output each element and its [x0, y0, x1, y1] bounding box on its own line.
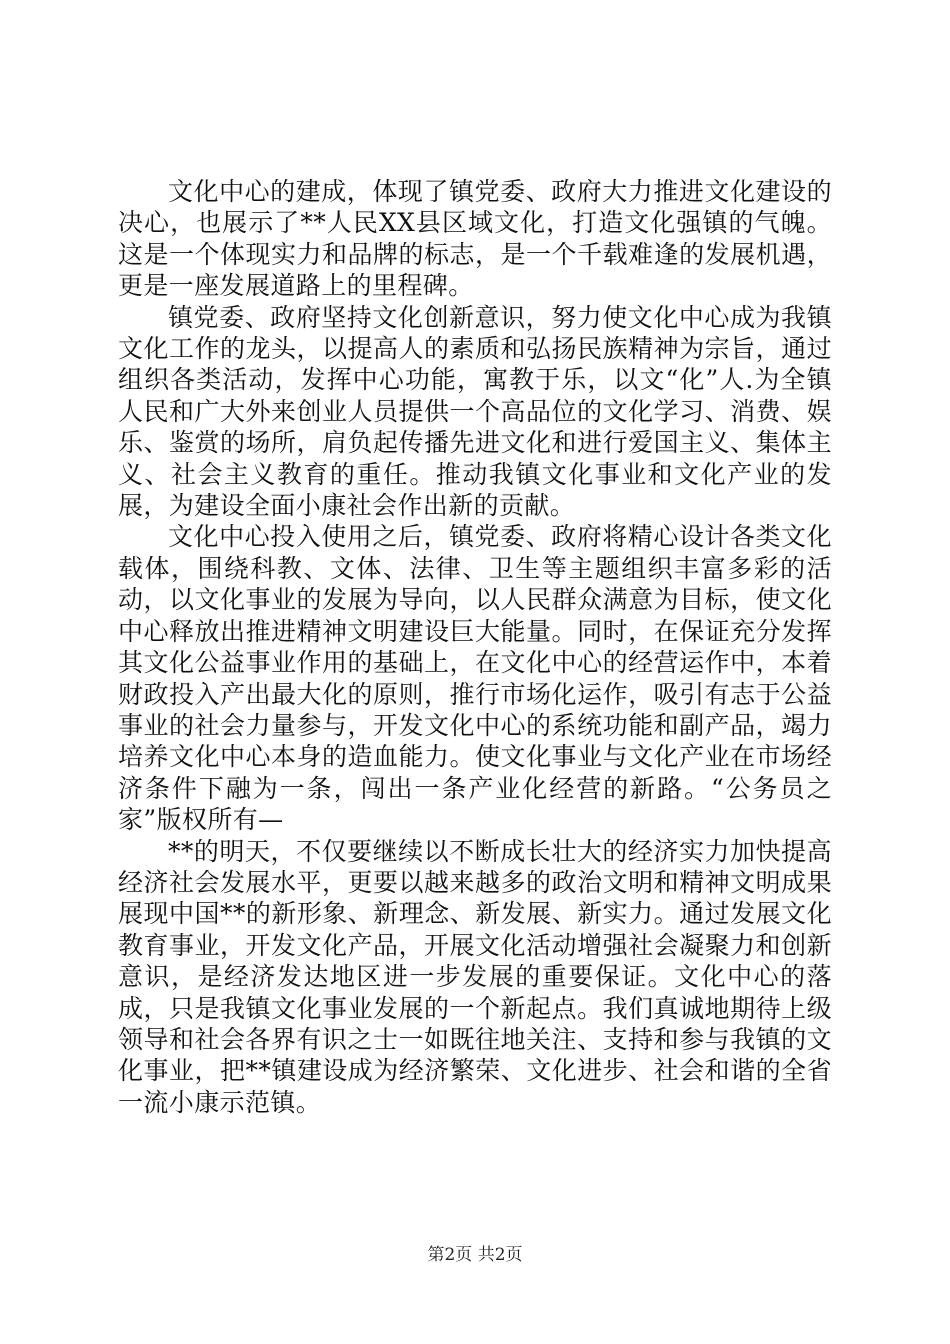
paragraph-2: 镇党委、政府坚持文化创新意识，努力使文化中心成为我镇文化工作的龙头，以提高人的素质和弘扬民族精神为宗旨，通过组织各类活动，发挥中心功能，寓教于乐，以文“化”人.为全镇人民和广大外来创业人员提供一个高品位的文化学习、消费、娱乐、鉴赏的场所，肩负起传播先进文化和进行爱国主义、集体主义、社会主义教育的重任。推动我镇文化事业和文化产业的发展，为建设全面小康社会作出新的贡献。 [118, 302, 832, 521]
paragraph-3: 文化中心投入使用之后，镇党委、政府将精心设计各类文化载体，围绕科教、文体、法律、卫生等主题组织丰富多彩的活动，以文化事业的发展为导向，以人民群众满意为目标，使文化中心释放出推进精神文明建设巨大能量。同时，在保证充分发挥其文化公益事业作用的基础上，在文化中心的经营运作中，本着财政投入产出最大化的原则，推行市场化运作，吸引有志于公益事业的社会力量参与，开发文化中心的系统功能和副产品，竭力培养文化中心本身的造血能力。使文化事业与文化产业在市场经济条件下融为一条，闯出一条产业化经营的新路。“公务员之家”版权所有— [118, 522, 832, 835]
paragraph-1: 文化中心的建成，体现了镇党委、政府大力推进文化建设的决心，也展示了**人民XX县区域文化，打造文化强镇的气魄。这是一个体现实力和品牌的标志，是一个千载难逢的发展机遇，更是一座发展道路上的里程碑。 [118, 177, 832, 301]
paragraph-4: **的明天，不仅要继续以不断成长壮大的经济实力加快提高经济社会发展水平，更要以越来越多的政治文明和精神文明成果展现中国**的新形象、新理念、新发展、新实力。通过发展文化教育事业，开发文化产品，开展文化活动增强社会凝聚力和创新意识，是经济发达地区进一步发展的重要保证。文化中心的落成，只是我镇文化事业发展的一个新起点。我们真诚地期待上级领导和社会各界有识之士一如既往地关注、支持和参与我镇的文化事业，把**镇建设成为经济繁荣、文化进步、社会和谐的全省一流小康示范镇。 [118, 836, 832, 1117]
document-body [118, 176, 832, 1118]
page-footer: 第2页 共2页 [427, 1245, 523, 1265]
